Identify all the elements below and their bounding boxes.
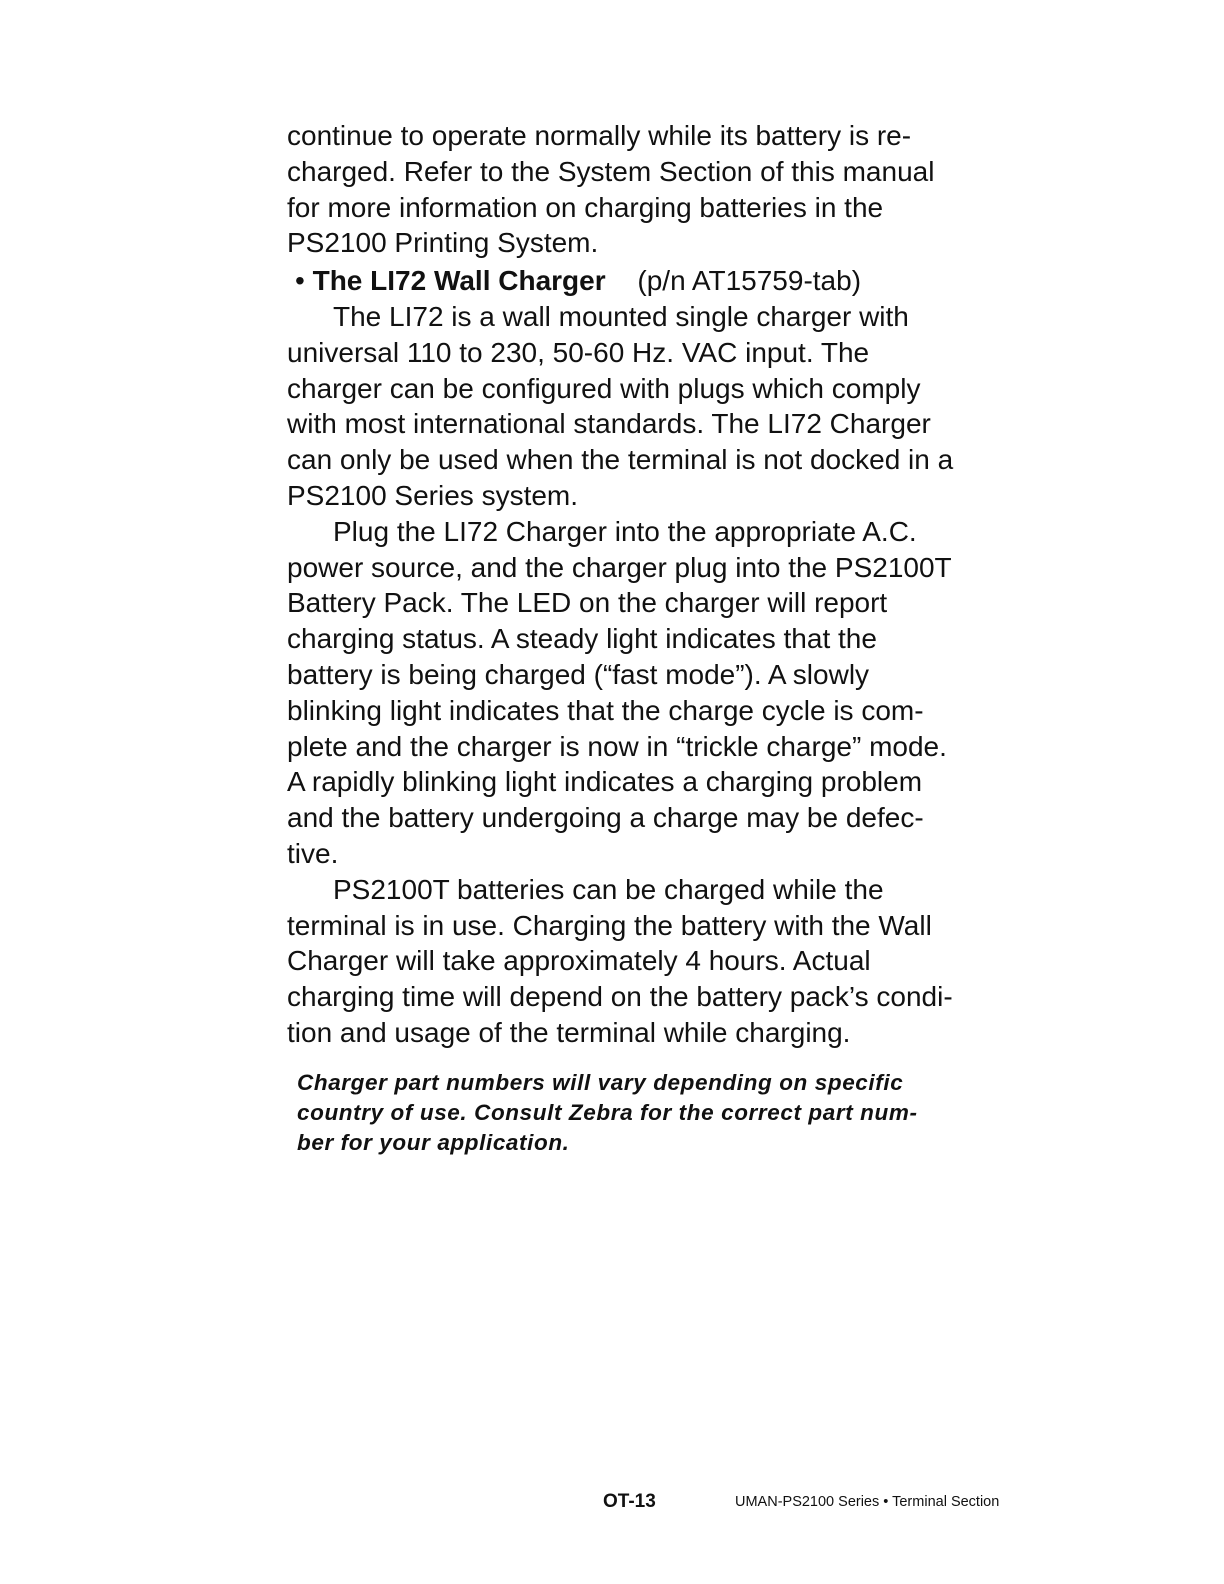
- text-line: continue to operate normally while its battery is re-: [287, 120, 912, 151]
- text-line: charger can be configured with plugs which comply: [287, 372, 921, 404]
- text-line: tive.: [287, 837, 339, 869]
- text-line: for more information on charging batteries in the: [287, 191, 884, 223]
- note-line: Charger part numbers will vary depending on specific: [297, 1070, 904, 1095]
- text-line: charged. Refer to the System Section of this manual: [287, 155, 935, 187]
- paragraph-charging-time: [287, 872, 1017, 1051]
- text-line: charging status. A steady light indicates that the: [287, 623, 877, 655]
- section-heading: [287, 263, 1017, 299]
- text-line: tion and usage of the terminal while charging.: [287, 1016, 851, 1048]
- bullet-icon: •: [295, 265, 305, 297]
- part-number-note: [297, 1068, 987, 1158]
- text-line: power source, and the charger plug into the PS2100T: [287, 551, 952, 583]
- text-line: The LI72 is a wall mounted single charger with: [333, 300, 909, 332]
- text-line: Charger will take approximately 4 hours. Actual: [287, 945, 871, 977]
- text-line: PS2100 Series system.: [287, 479, 579, 511]
- text-line: terminal is in use. Charging the battery with the Wall: [287, 909, 932, 941]
- paragraph-charging-status: [287, 514, 1017, 872]
- page-body: [287, 118, 1017, 1051]
- text-line: PS2100T batteries can be charged while the: [333, 873, 884, 905]
- heading-title: The LI72 Wall Charger: [312, 265, 606, 297]
- note-line: country of use. Consult Zebra for the correct part num-: [297, 1100, 918, 1125]
- text-line: A rapidly blinking light indicates a charging problem: [287, 766, 923, 798]
- text-line: universal 110 to 230, 50-60 Hz. VAC input. The: [287, 336, 870, 368]
- text-line: blinking light indicates that the charge cycle is com-: [287, 694, 924, 726]
- text-line: with most international standards. The LI72 Charger: [287, 408, 931, 440]
- paragraph-li72-description: [287, 299, 1017, 514]
- text-line: plete and the charger is now in “trickle charge” mode.: [287, 730, 947, 762]
- text-line: Plug the LI72 Charger into the appropriate A.C.: [333, 515, 917, 547]
- part-number: (p/n AT15759-tab): [637, 265, 862, 297]
- text-line: and the battery undergoing a charge may be defec-: [287, 802, 924, 834]
- text-line: charging time will depend on the battery pack’s condi-: [287, 981, 953, 1013]
- footer-document-title: UMAN-PS2100 Series • Terminal Section: [735, 1494, 1000, 1510]
- text-line: can only be used when the terminal is not docked in a: [287, 444, 954, 476]
- intro-paragraph: [287, 118, 1017, 261]
- footer-page-number: OT-13: [603, 1491, 656, 1512]
- text-line: battery is being charged (“fast mode”). A slowly: [287, 658, 870, 690]
- text-line: Battery Pack. The LED on the charger will report: [287, 587, 888, 619]
- note-line: ber for your application.: [297, 1130, 570, 1155]
- text-line: PS2100 Printing System.: [287, 227, 599, 259]
